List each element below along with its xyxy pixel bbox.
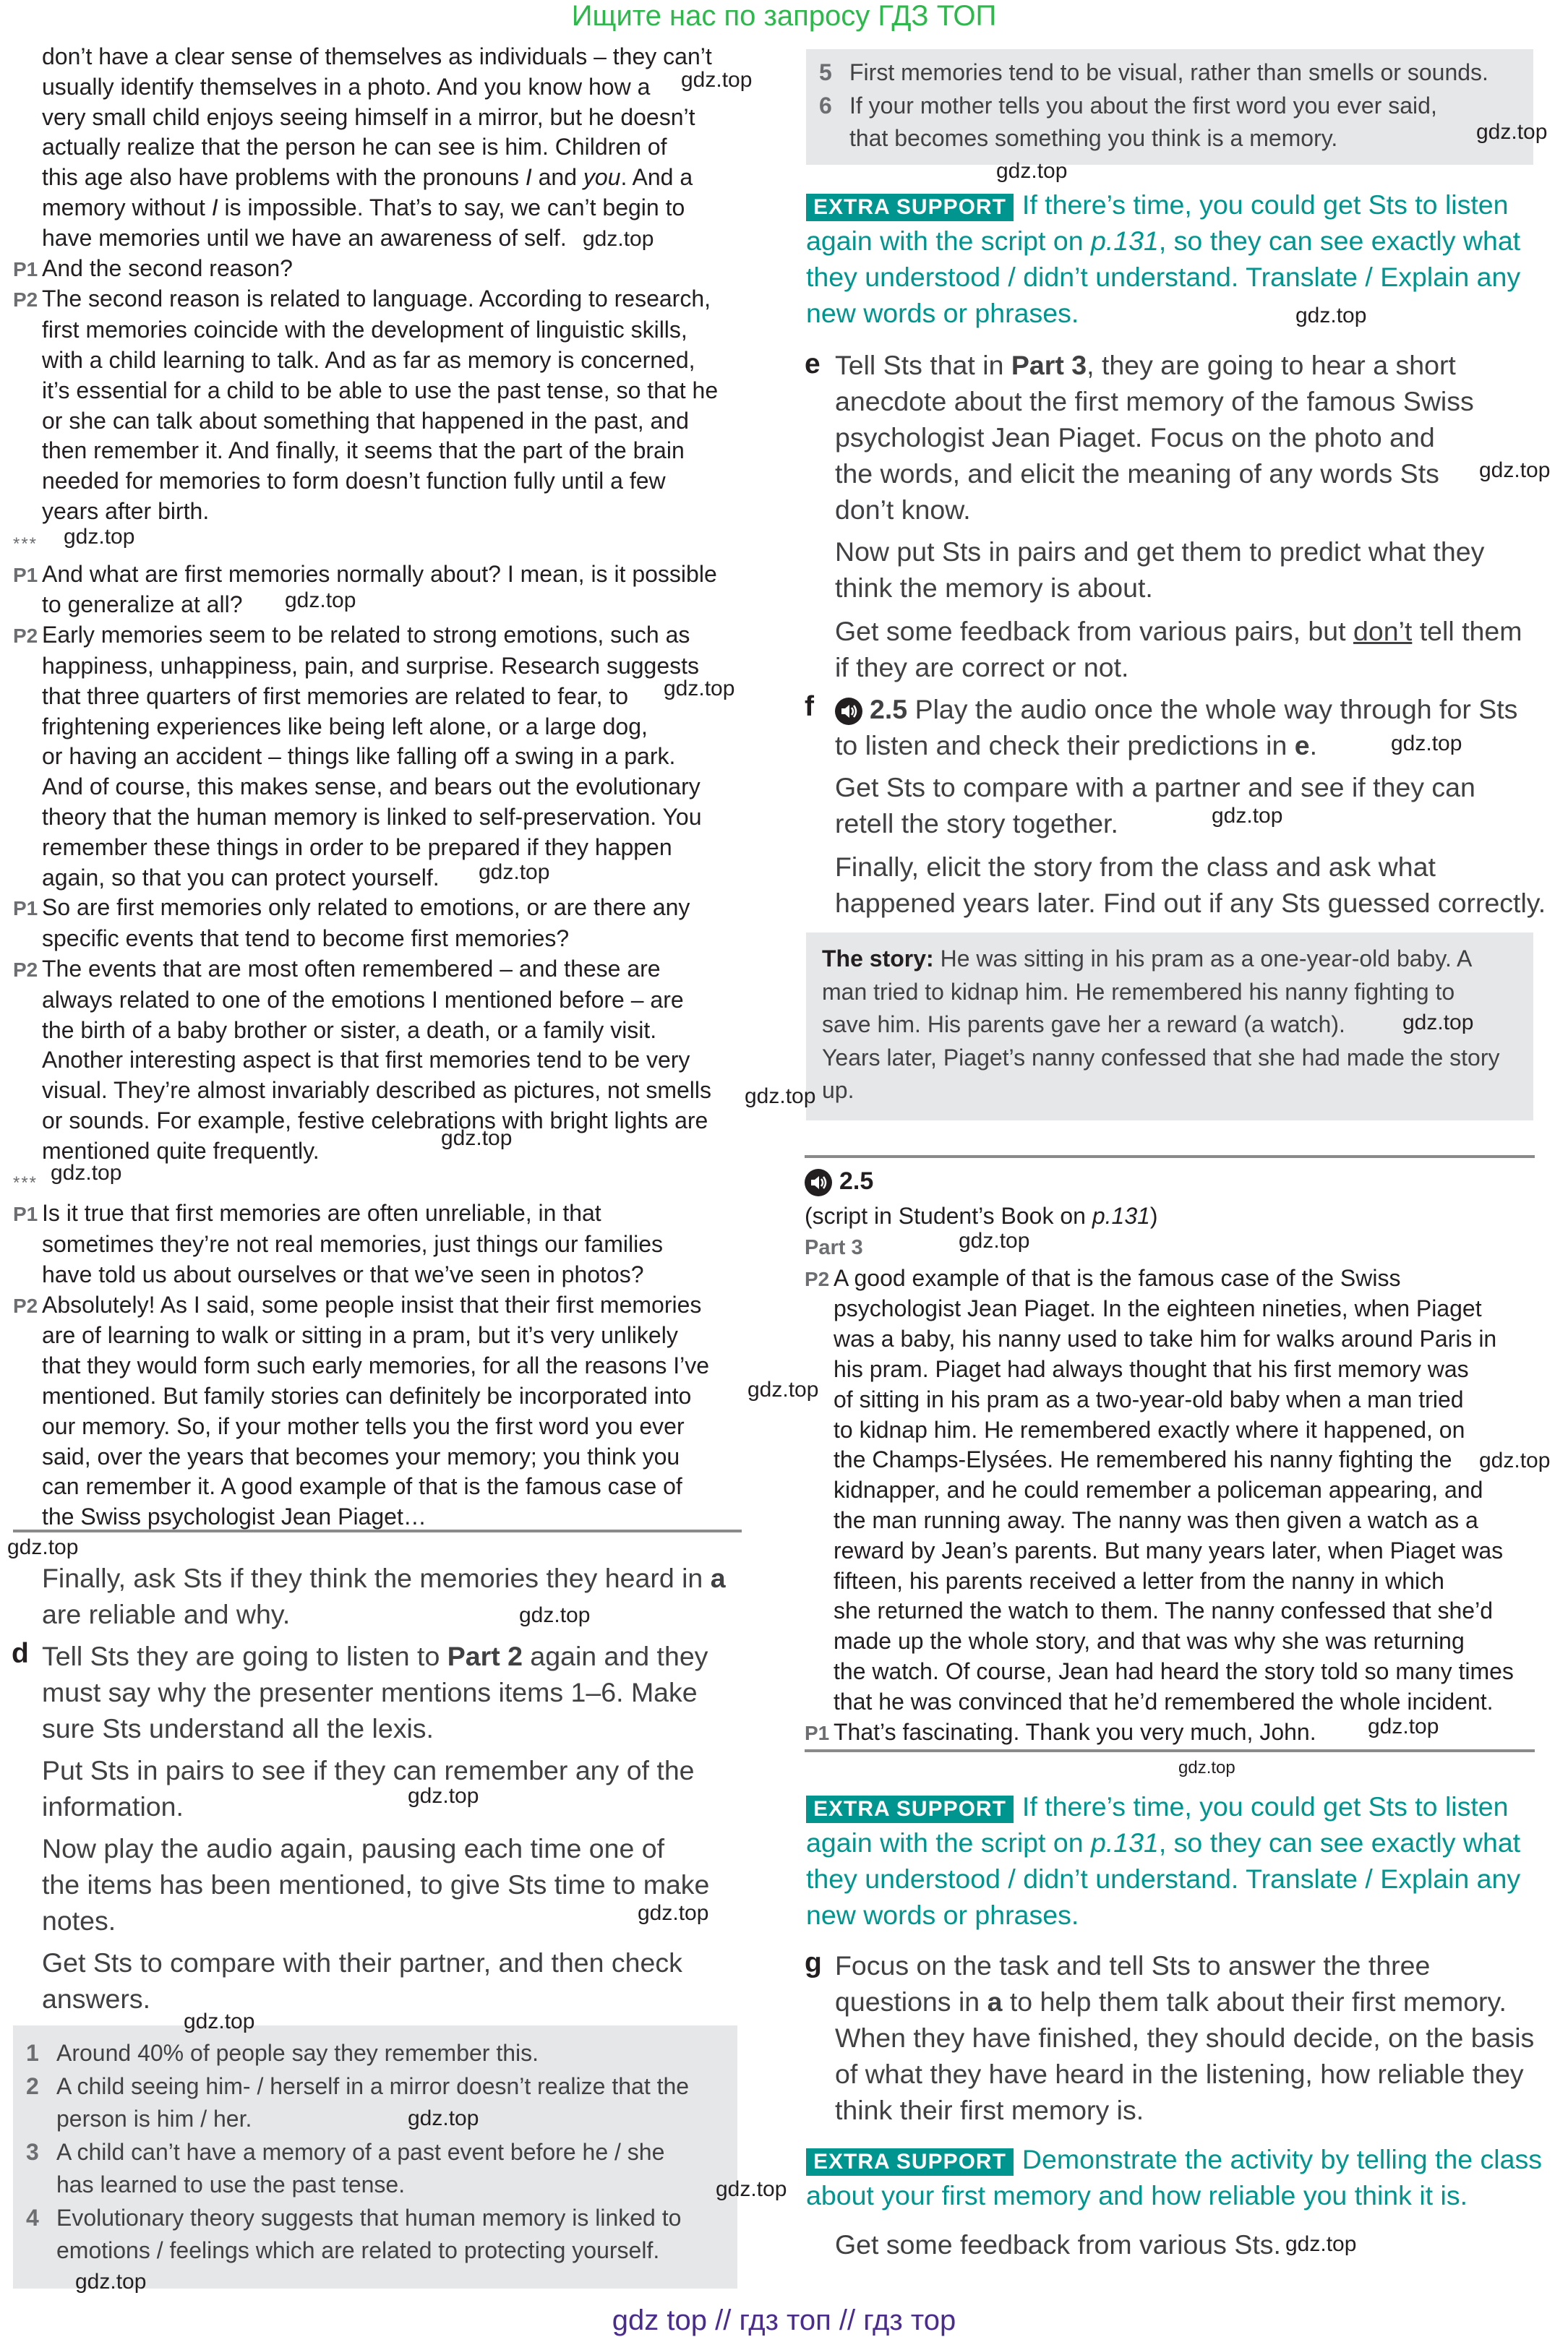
watermark: gdz.top bbox=[408, 1784, 479, 1808]
audio-track-number: 2.5 bbox=[870, 694, 908, 724]
footer-watermark: gdz top // гдз топ // гдз тор bbox=[612, 2304, 956, 2336]
watermark: gdz.top bbox=[51, 1161, 122, 1185]
extra-support-3: EXTRA SUPPORT Demonstrate the activity by telling the class about your first memory and how reliable you think it is. bbox=[806, 2144, 1542, 2210]
finally-note: Finally, ask Sts if they think the memories they heard in a are reliable and why. bbox=[42, 1563, 726, 1629]
script-bottom-rule bbox=[805, 1749, 1535, 1752]
answers-box-left: 1 Around 40% of people say they remember this. 2 A child seeing him- / herself in a mirror doesn’t realize that the person is him / her. 3 A child can’t have a memory of a past event before he / she has learned to use the past tense. 4 Evolutionary theory suggests that human memory is linked to emotions / feelings which are related to protecting yourself. bbox=[13, 2025, 737, 2289]
pairs-note: Put Sts in pairs to see if they can remember any of the information. bbox=[42, 1755, 695, 1822]
watermark: gdz.top bbox=[408, 2106, 479, 2130]
watermark: gdz.top bbox=[583, 227, 654, 251]
watermark: gdz.top bbox=[1391, 732, 1462, 755]
step-letter-g: g bbox=[805, 1947, 822, 1978]
compare-note: Get Sts to compare with their partner, and then check answers. bbox=[42, 1947, 682, 2014]
watermark: gdz.top bbox=[1285, 2232, 1357, 2256]
feedback-note: Get some feedback from various pairs, but don’t tell them if they are correct or not. bbox=[835, 616, 1522, 682]
watermark: gdz.top bbox=[959, 1229, 1030, 1253]
transcript-end-rule bbox=[13, 1530, 742, 1532]
step-d-note: Tell Sts they are going to listen to Part 2 again and they must say why the presenter mentions items 1–6. Make sure Sts understand all the lexis. bbox=[42, 1641, 708, 1744]
answers-box-right: 5 First memories tend to be visual, rather than smells or sounds. 6 If your mother tells you about the first word you ever said, that becomes something you think is a memory. bbox=[806, 49, 1533, 165]
watermark: gdz.top bbox=[285, 588, 356, 612]
extra-support-2: EXTRA SUPPORT If there’s time, you could get Sts to listen again with the script on p.131, so they can see exactly what they understood / didn’t understand. Translate / Explain any new words or phrases. bbox=[806, 1791, 1521, 1930]
watermark: gdz.top bbox=[681, 68, 753, 92]
watermark: gdz.top bbox=[64, 525, 135, 549]
extra-support-badge: EXTRA SUPPORT bbox=[806, 194, 1014, 221]
watermark: gdz.top bbox=[1402, 1011, 1474, 1034]
watermark: gdz.top bbox=[441, 1126, 513, 1150]
watermark: gdz.top bbox=[747, 1378, 819, 1402]
watermark: gdz.top bbox=[745, 1084, 816, 1108]
watermark: gdz.top bbox=[479, 860, 550, 884]
audio-icon[interactable] bbox=[835, 698, 862, 725]
extra-support-badge: EXTRA SUPPORT bbox=[806, 1796, 1014, 1823]
final-feedback-note: Get some feedback from various Sts. bbox=[835, 2229, 1281, 2260]
watermark: gdz.top bbox=[1476, 120, 1548, 144]
watermark: gdz.top bbox=[664, 677, 735, 700]
watermark: gdz.top bbox=[184, 2010, 255, 2033]
script-body: (script in Student’s Book on p.131) Part 3 P2 A good example of that is the famous case of the Swiss psychologist Jean Piaget. In the eighteen nineties, when Piaget was a baby, his nanny used to take him for walks around Paris in his pram. Piaget had always thought that his first memory was of sitting in his pram as a two-year-old baby when a man tried to kidnap him. He remembered exactly where it happened, on the Champs-Elysées. He remembered his nanny fighting the kidnapper, and he could remember a policeman appearing, and the man running away. The nanny was then given a watch as a reward by Jean’s parents. But many years later, when Piaget was fifteen, his parents received a letter from the nanny in which she returned the watch to them. The nanny confessed that she’d made up the whole story, and that was why she was returning the watch. Of course, Jean had heard the story told so many times that he was convinced that he’d remembered the whole incident. P1 That’s fascinating. Thank you very much, John. bbox=[805, 1203, 1514, 1745]
step-e-note: Tell Sts that in Part 3, they are going to hear a short anecdote about the first memory of the famous Swiss psychologist Jean Piaget. Focus on the photo and the words, and elicit the meaning of any words Sts don’t know. bbox=[835, 350, 1474, 525]
watermark: gdz.top bbox=[716, 2177, 787, 2201]
top-banner: Ищите нас по запросу ГДЗ ТОП bbox=[571, 0, 997, 32]
predict-note: Now put Sts in pairs and get them to predict what they think the memory is about. bbox=[835, 536, 1485, 603]
watermark: gdz.top bbox=[75, 2270, 147, 2294]
speaker-line: P1 And the second reason? bbox=[13, 254, 293, 281]
step-letter-e: e bbox=[805, 348, 821, 380]
watermark: gdz.top bbox=[519, 1603, 591, 1627]
step-f-note: 2.5 Play the audio once the whole way through for Sts to listen and check their predictions in e. bbox=[835, 694, 1518, 760]
extra-support-badge: EXTRA SUPPORT bbox=[806, 2148, 1014, 2176]
watermark: gdz.top bbox=[1178, 1758, 1235, 1778]
watermark: gdz.top bbox=[7, 1535, 79, 1559]
left-transcript: don’t have a clear sense of themselves as individuals – they can’t usually identify themselves in a photo. And you know how a very small child enjoys seeing himself in a mirror, but he doesn’t actually realize that the person he can see is him. Children of this age also have problems with the pronouns I and you. And a memory without I is impossible. That’s to say, we can’t begin to have memories until we have an awareness of self. P1 And the second reason? P2 The second reason is related to language. According to research, first memories coincide with the development of linguistic skills, with a child learning to talk. And as far as memory is concerned, it’s essential for a child to be able to use the past tense, so that he or she can talk about something that happened in the past, and then remember it. And finally, it seems that the part of the brain needed for memories to form doesn’t function fully until a few years after birth. *** P1 And what are first memories normally about? I mean, is it possible to generalize at all? P2 Early memories seem to be related to strong emotions, such as happiness, unhappiness, pain, and surprise. Research suggests that three quarters of first memories are related to fear, to frightening experiences like being left alone, or a large dog, or having an accident – things like falling off a swing in a park. And of course, this makes sense, and bears out the evolutionary theory that the human memory is linked to self-preservation. You remember these things in order to be prepared if they happen again, so that you can protect yourself. P1 So are first memories only related to emotions, or are there any specific events that tend to become first memories? P2 The events that are most often remembered – and these are always related to one of the emotions I mentioned before – are the birth of a baby brother or sister, a death, or a family visit. Another interesting aspect is that first memories tend to be very visual. They’re almost invariably described as pictures, not smells or sounds. For example, festive celebrations with bright lights are mentioned quite frequently. *** P1 Is it true that first memories are often unreliable, in that sometimes they’re not real memories, just things our families have told us about ourselves or that we’ve seen in photos? P2 Absolutely! As I said, some people insist that their first memories are of learning to walk or sitting in a pram, but it’s very unlikely that they would form such early memories, for all the reasons I’ve mentioned. But family stories can definitely be incorporated into our memory. So, if your mother tells you the first word you ever said, over the years that becomes your memory; you think you can remember it. A good example of that is the famous case of the Swiss psychologist Jean Piaget… bbox=[13, 42, 736, 1532]
play-audio-note: Now play the audio again, pausing each time one of the items has been mentioned, to give Sts time to make notes. bbox=[42, 1833, 710, 1936]
section-divider-stars: *** bbox=[13, 1173, 38, 1193]
script-heading: 2.5 bbox=[805, 1165, 873, 1197]
step-g-note: Focus on the task and tell Sts to answer the three questions in a to help them talk about their first memory. When they have finished, they should decide, on the basis of what they have heard in the listening, how reliable they think their first memory is. bbox=[835, 1950, 1535, 2125]
watermark: gdz.top bbox=[1295, 304, 1367, 327]
audio-icon[interactable] bbox=[805, 1169, 832, 1196]
retell-note: Get Sts to compare with a partner and see if they can retell the story together. bbox=[835, 772, 1475, 839]
watermark: gdz.top bbox=[996, 159, 1068, 183]
watermark: gdz.top bbox=[1212, 804, 1283, 828]
elicit-story-note: Finally, elicit the story from the class and ask what happened years later. Find out if any Sts guessed correctly. bbox=[835, 852, 1546, 918]
watermark: gdz.top bbox=[1479, 1449, 1551, 1472]
watermark: gdz.top bbox=[1479, 458, 1551, 482]
watermark: gdz.top bbox=[638, 1901, 709, 1925]
story-box: The story: He was sitting in his pram as a one-year-old baby. A man tried to kidnap him. He remembered his nanny fighting to save him. His parents gave her a reward (a watch). Years later, Piaget’s nanny confessed that she had made the story up. bbox=[806, 932, 1533, 1120]
section-divider-stars: *** bbox=[13, 533, 38, 554]
script-top-rule bbox=[805, 1155, 1535, 1158]
watermark: gdz.top bbox=[1368, 1715, 1439, 1738]
extra-support-1: EXTRA SUPPORT If there’s time, you could get Sts to listen again with the script on p.131, so they can see exactly what they understood / didn’t understand. Translate / Explain any new words or phrases. bbox=[806, 189, 1521, 328]
step-letter-d: d bbox=[12, 1638, 29, 1669]
step-letter-f: f bbox=[805, 691, 814, 722]
